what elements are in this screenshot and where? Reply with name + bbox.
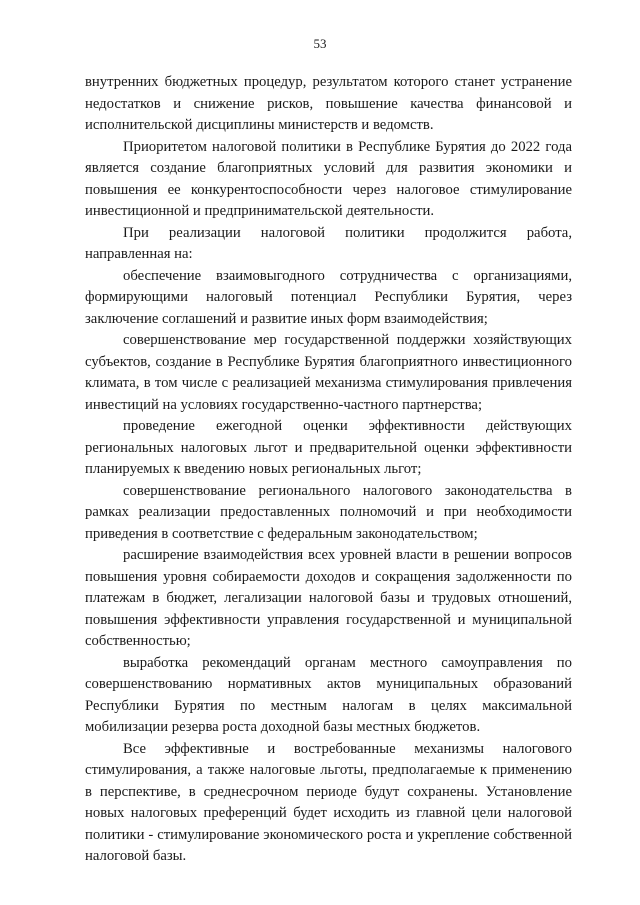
list-item-cooperation: обеспечение взаимовыгодного сотрудничества с организациями, формирующими налоговый потенциал Республики Бурятия, через заключение соглашений и развитие иных форм взаимодействия; (85, 267, 572, 327)
paragraph-work-directions-intro: При реализации налоговой политики продолжится работа, направленная на: (85, 224, 572, 262)
list-item-interaction-expansion: расширение взаимодействия всех уровней власти в решении вопросов повышения уровня собираемости доходов и сокращения задолженности по платежам в бюджет, легализации налоговой базы и трудовых отношений, повышения эффективности управления государственной и муниципальной собственностью; (85, 547, 572, 649)
list-item-benefit-assessment: проведение ежегодной оценки эффективности действующих региональных налоговых льгот и предварительной оценки эффективности планируемых к введению новых региональных льгот; (85, 418, 572, 477)
list-item-legislation: совершенствование регионального налогового законодательства в рамках реализации предоставленных полномочий и при необходимости приведения в соответствие с федеральным законодательством; (85, 482, 572, 542)
page-number: 53 (313, 36, 327, 51)
list-item-recommendations: выработка рекомендаций органам местного самоуправления по совершенствованию нормативных актов муниципальных образований Республики Бурятия по местным налогам в целях максимальной мобилизации резерва роста доходной базы местных бюджетов. (85, 654, 572, 735)
paragraph-tax-policy-priority: Приоритетом налоговой политики в Республике Бурятия до 2022 года является создание благоприятных условий для развития экономики и повышения ее конкурентоспособности через налоговое стимулирование инвестиционной и предпринимательской деятельности. (85, 138, 572, 219)
paragraph-incentive-mechanisms: Все эффективные и востребованные механизмы налогового стимулирования, а также налоговые льготы, предполагаемые к применению в перспективе, в среднесрочном периоде будут сохранены. Установление новых налоговых преференций будет исходить из главной цели налоговой политики - стимулирование экономического роста и укрепление собственной налоговой базы. (85, 740, 572, 864)
paragraph-continuation: внутренних бюджетных процедур, результатом которого станет устранение недостатков и снижение рисков, повышение качества финансовой и исполнительской дисциплины министерств и ведомств. (85, 74, 572, 133)
list-item-state-support: совершенствование мер государственной поддержки хозяйствующих субъектов, создание в Республике Бурятия благоприятного инвестиционного климата, в том числе с реализацией механизма стимулирования привлечения инвестиций на условиях государственно-частного партнерства; (85, 332, 572, 413)
document-body (85, 72, 572, 868)
